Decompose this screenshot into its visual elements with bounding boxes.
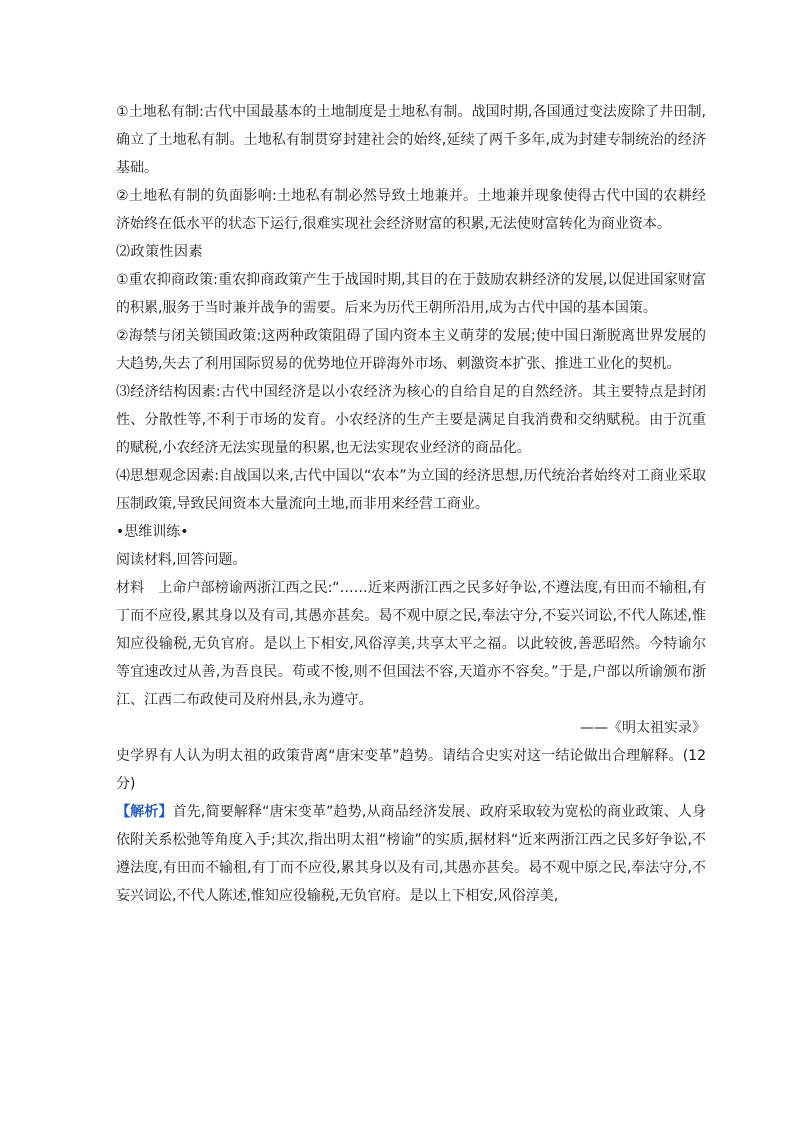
analysis-paragraph: [116, 798, 706, 910]
heading-policy-factors: ⑵政策性因素: [116, 244, 203, 260]
paragraph-sea-ban-policy: ②海禁与闭关锁国政策:这两种政策阻碍了国内资本主义萌芽的发展;使中国日渐脱离世界发展的大趋势,失去了利用国际贸易的优势地位开辟海外市场、刺激资本扩张、推进工业化的契机。: [116, 328, 706, 372]
material-source: ——《明太祖实录》: [580, 720, 706, 736]
paragraph-land-annexation: ②土地私有制的负面影响:土地私有制必然导致土地兼并。土地兼并现象使得古代中国的农耕经济始终在低水平的状态下运行,很难实现社会经济财富的积累,无法使财富转化为商业资本。: [116, 188, 706, 232]
material-quote: 材料 上命户部榜谕两浙江西之民:“……近来两浙江西之民多好争讼,不遵法度,有田而不输租,有丁而不应役,累其身以及有司,其愚亦甚矣。曷不观中原之民,奉法守分,不妄兴词讼,不代人陈述,惟知应役输税,无负官府。是以上下相安,风俗淳美,共享太平之福。以此较彼,善恶昭然。今特谕尔等宜速改过从善,为吾良民。苟或不悛,则不但国法不容,天道亦不容矣。”于是,户部以所谕颁布浙江、江西二布政使司及府州县,永为遵守。: [116, 580, 706, 708]
document-body: [116, 98, 706, 910]
paragraph-economic-structure: ⑶经济结构因素:古代中国经济是以小农经济为核心的自给自足的自然经济。其主要特点是封闭性、分散性等,不利于市场的发育。小农经济的生产主要是满足自我消费和交纳赋税。由于沉重的赋税,小农经济无法实现量的积累,也无法实现农业经济的商品化。: [116, 384, 706, 456]
analysis-tag: 【解析】: [116, 804, 173, 820]
instruction-read-material: 阅读材料,回答问题。: [116, 552, 247, 568]
paragraph-ideology: ⑷思想观念因素:自战国以来,古代中国以“农本”为立国的经济思想,历代统治者始终对工商业采取压制政策,导致民间资本大量流向土地,而非用来经营工商业。: [116, 468, 706, 512]
paragraph-agriculture-policy: ①重农抑商政策:重农抑商政策产生于战国时期,其目的在于鼓励农耕经济的发展,以促进国家财富的积累,服务于当时兼并战争的需要。后来为历代王朝所沿用,成为古代中国的基本国策。: [116, 272, 706, 316]
heading-thinking-training: •思维训练•: [116, 524, 189, 540]
question-prompt: 史学界有人认为明太祖的政策背离“唐宋变革”趋势。请结合史实对这一结论做出合理解释。(12分): [116, 748, 706, 792]
analysis-text: 首先,简要解释“唐宋变革”趋势,从商品经济发展、政府采取较为宽松的商业政策、人身依附关系松弛等角度入手;其次,指出明太祖“榜谕”的实质,据材料“近来两浙江西之民多好争讼,不遵法度,有田而不输租,有丁而不应役,累其身以及有司,其愚亦甚矣。曷不观中原之民,奉法守分,不妄兴词讼,不代人陈述,惟知应役输税,无负官府。是以上下相安,风俗淳美,: [116, 804, 707, 904]
paragraph-land-private-ownership: ①土地私有制:古代中国最基本的土地制度是土地私有制。战国时期,各国通过变法废除了井田制,确立了土地私有制。土地私有制贯穿封建社会的始终,延续了两千多年,成为封建专制统治的经济基础。: [116, 104, 706, 176]
